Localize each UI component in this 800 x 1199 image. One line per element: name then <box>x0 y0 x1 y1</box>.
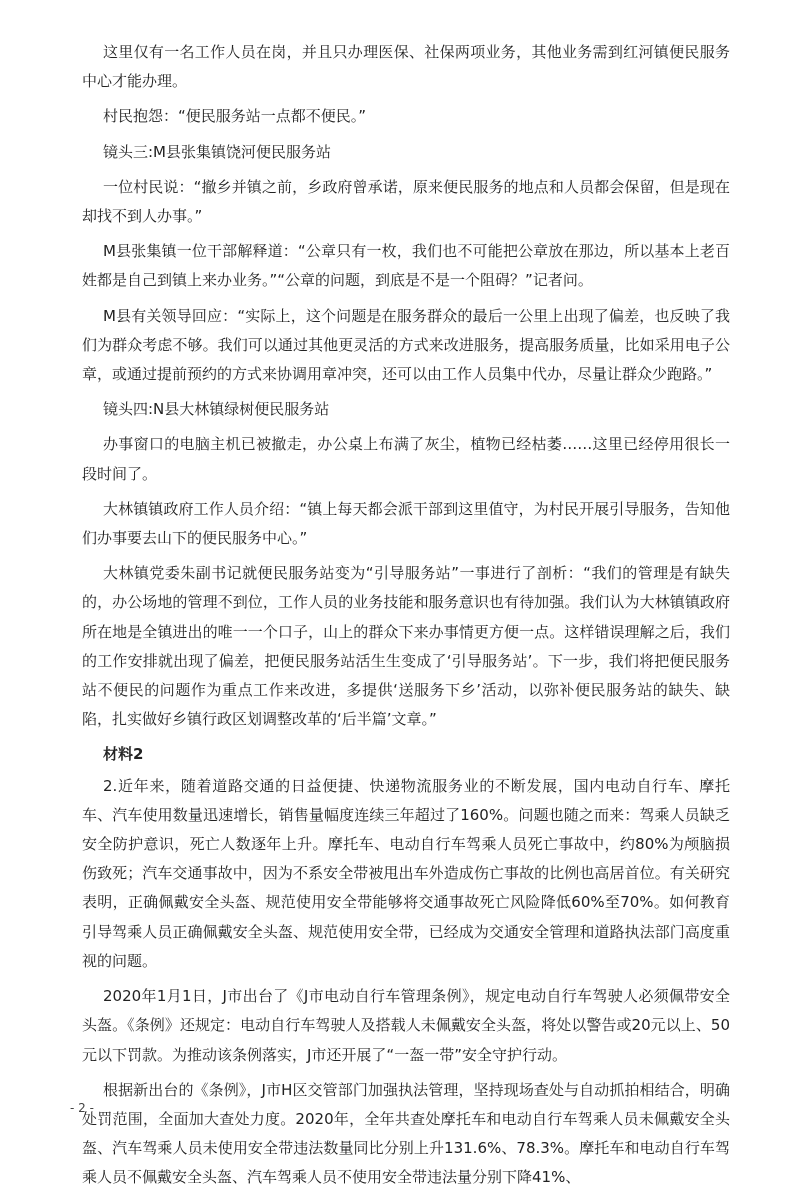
paragraph: 这里仅有一名工作人员在岗，并且只办理医保、社保两项业务，其他业务需到红河镇便民服务中心才能办理。 <box>82 43 730 91</box>
page-number: - 2 - <box>70 1101 94 1115</box>
paragraph: 办事窗口的电脑主机已被撤走，办公桌上布满了灰尘，植物已经枯萎……这里已经停用很长一段时间了。 <box>82 435 730 483</box>
paragraph: 一位村民说：“撤乡并镇之前，乡政府曾承诺，原来便民服务的地点和人员都会保留，但是现在却找不到人办事。” <box>82 177 730 226</box>
paragraph: 大林镇党委朱副书记就便民服务站变为“引导服务站”一事进行了剖析：“我们的管理是有缺失的，办公场地的管理不到位，工作人员的业务技能和服务意识也有待加强。我们认为大林镇镇政府所在地是全镇进出的唯一一个口子，山上的群众下来办事情更方便一点。这样错误理解之后，我们的工作安排就出现了偏差，把便民服务站活生生变成了‘引导服务站’。下一步，我们将把便民服务站不便民的问题作为重点工作来改进，多提供‘送服务下乡’活动，以弥补便民服务站的缺失、缺陷，扎实做好乡镇行政区划调整改革的‘后半篇’文章。” <box>82 564 730 729</box>
paragraph: M县有关领导回应：“实际上，这个问题是在服务群众的最后一公里上出现了偏差，也反映了我们为群众考虑不够。我们可以通过其他更灵活的方式来改进服务，提高服务质量，比如采用电子公章，或通过提前预约的方式来协调用章冲突，还可以由工作人员集中代办，尽量让群众少跑路。” <box>82 306 730 384</box>
material-heading: 材料2 <box>103 745 144 764</box>
paragraph: 根据新出台的《条例》，J市H区交管部门加强执法管理，坚持现场查处与自动抓拍相结合，明确处罚范围，全面加大查处力度。2020年，全年共查处摩托车和电动自行车驾乘人员未佩戴安全头盔、汽车驾乘人员未使用安全带违法数量同比分别上升131.6%、78.3%。摩托车和电动自行车驾乘人员不佩戴安全头盔、汽车驾乘人员不使用安全带违法量分别下降41%、 <box>82 1080 730 1187</box>
section-subheading: 镜头四:N县大林镇绿树便民服务站 <box>103 400 330 419</box>
document-body <box>82 38 730 1199</box>
section-subheading: 镜头三:M县张集镇饶河便民服务站 <box>103 142 331 161</box>
paragraph: 大林镇镇政府工作人员介绍：“镇上每天都会派干部到这里值守，为村民开展引导服务，告知他们办事要去山下的便民服务中心。” <box>82 499 730 548</box>
paragraph: 2.近年来，随着道路交通的日益便捷、快递物流服务业的不断发展，国内电动自行车、摩托车、汽车使用数量迅速增长，销售量幅度连续三年超过了160%。问题也随之而来：驾乘人员缺乏安全防护意识，死亡人数逐年上升。摩托车、电动自行车驾乘人员死亡事故中，约80%为颅脑损伤致死；汽车交通事故中，因为不系安全带被甩出车外造成伤亡事故的比例也高居首位。有关研究表明，正确佩戴安全头盔、规范使用安全带能够将交通事故死亡风险降低60%至70%。如何教育引导驾乘人员正确佩戴安全头盔、规范使用安全带，已经成为交通安全管理和道路执法部门高度重视的问题。 <box>82 776 730 970</box>
paragraph: 村民抱怨：“便民服务站一点都不便民。” <box>103 107 367 126</box>
paragraph: M县张集镇一位干部解释道：“公章只有一枚，我们也不可能把公章放在那边，所以基本上老百姓都是自己到镇上来办业务。”“公章的问题，到底是不是一个阻碍？”记者问。 <box>82 242 730 290</box>
paragraph: 2020年1月1日，J市出台了《J市电动自行车管理条例》，规定电动自行车驾驶人必须佩带安全头盔。《条例》还规定：电动自行车驾驶人及搭载人未佩戴安全头盔，将处以警告或20元以上、50元以下罚款。为推动该条例落实，J市还开展了“一盔一带”安全守护行动。 <box>82 987 730 1064</box>
